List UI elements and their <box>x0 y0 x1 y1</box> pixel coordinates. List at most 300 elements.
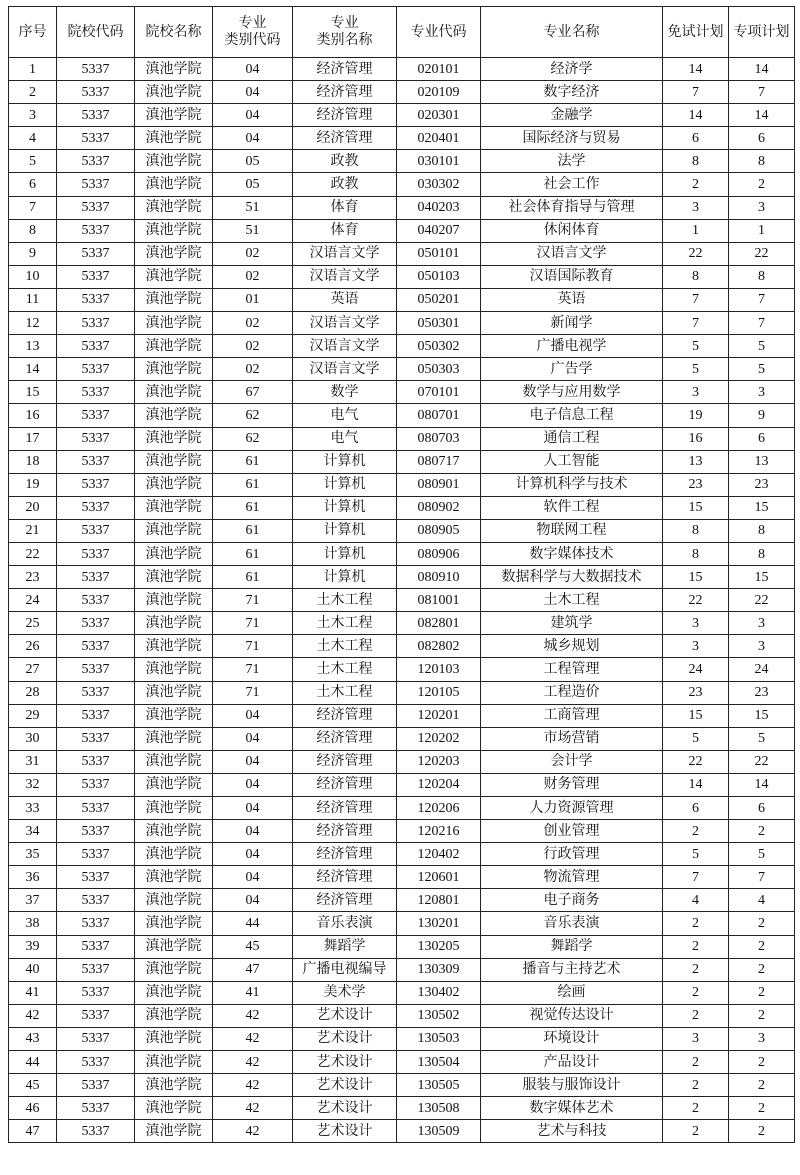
cell-category-name: 经济管理 <box>293 797 397 820</box>
cell-category-code: 04 <box>213 81 293 104</box>
cell-category-name: 体育 <box>293 196 397 219</box>
cell-seq: 1 <box>9 58 57 81</box>
cell-school-code: 5337 <box>57 173 135 196</box>
cell-exempt-plan: 2 <box>663 173 729 196</box>
cell-major-name: 音乐表演 <box>481 912 663 935</box>
cell-major-code: 120216 <box>397 820 481 843</box>
cell-school-code: 5337 <box>57 820 135 843</box>
table-row <box>9 173 795 196</box>
cell-major-name: 计算机科学与技术 <box>481 473 663 496</box>
table-row <box>9 1051 795 1074</box>
cell-special-plan: 7 <box>729 866 795 889</box>
cell-category-code: 04 <box>213 820 293 843</box>
cell-category-code: 45 <box>213 935 293 958</box>
cell-category-name: 经济管理 <box>293 104 397 127</box>
cell-major-code: 080905 <box>397 519 481 542</box>
cell-seq: 31 <box>9 750 57 773</box>
cell-special-plan: 2 <box>729 173 795 196</box>
cell-school-name: 滇池学院 <box>135 935 213 958</box>
cell-school-code: 5337 <box>57 381 135 404</box>
cell-category-code: 51 <box>213 219 293 242</box>
table-row <box>9 889 795 912</box>
table-row <box>9 566 795 589</box>
cell-school-name: 滇池学院 <box>135 750 213 773</box>
table-row <box>9 427 795 450</box>
cell-major-name: 金融学 <box>481 104 663 127</box>
cell-category-code: 42 <box>213 1051 293 1074</box>
cell-category-code: 67 <box>213 381 293 404</box>
cell-major-code: 130509 <box>397 1120 481 1143</box>
cell-major-code: 130505 <box>397 1074 481 1097</box>
cell-category-name: 艺术设计 <box>293 1074 397 1097</box>
cell-major-code: 080910 <box>397 566 481 589</box>
cell-school-code: 5337 <box>57 127 135 150</box>
table-row <box>9 1097 795 1120</box>
cell-special-plan: 3 <box>729 635 795 658</box>
cell-special-plan: 14 <box>729 773 795 796</box>
table-row <box>9 242 795 265</box>
cell-category-code: 62 <box>213 404 293 427</box>
cell-major-name: 行政管理 <box>481 843 663 866</box>
cell-exempt-plan: 3 <box>663 1027 729 1050</box>
cell-major-name: 人力资源管理 <box>481 797 663 820</box>
cell-school-code: 5337 <box>57 912 135 935</box>
table-row <box>9 1120 795 1143</box>
cell-major-name: 社会体育指导与管理 <box>481 196 663 219</box>
cell-special-plan: 15 <box>729 496 795 519</box>
cell-category-name: 汉语言文学 <box>293 265 397 288</box>
cell-major-name: 绘画 <box>481 981 663 1004</box>
cell-major-code: 130502 <box>397 1004 481 1027</box>
cell-category-code: 02 <box>213 242 293 265</box>
cell-major-code: 130201 <box>397 912 481 935</box>
cell-exempt-plan: 16 <box>663 427 729 450</box>
cell-category-name: 艺术设计 <box>293 1027 397 1050</box>
cell-seq: 35 <box>9 843 57 866</box>
cell-category-code: 41 <box>213 981 293 1004</box>
cell-category-name: 计算机 <box>293 542 397 565</box>
cell-school-name: 滇池学院 <box>135 889 213 912</box>
cell-category-name: 经济管理 <box>293 773 397 796</box>
cell-category-name: 政教 <box>293 150 397 173</box>
cell-exempt-plan: 5 <box>663 727 729 750</box>
cell-school-code: 5337 <box>57 358 135 381</box>
cell-major-code: 130508 <box>397 1097 481 1120</box>
cell-category-code: 42 <box>213 1027 293 1050</box>
cell-exempt-plan: 8 <box>663 519 729 542</box>
cell-major-name: 建筑学 <box>481 612 663 635</box>
cell-major-code: 020301 <box>397 104 481 127</box>
cell-major-name: 视觉传达设计 <box>481 1004 663 1027</box>
cell-category-code: 04 <box>213 866 293 889</box>
cell-school-code: 5337 <box>57 104 135 127</box>
cell-category-name: 计算机 <box>293 473 397 496</box>
cell-major-code: 130504 <box>397 1051 481 1074</box>
cell-major-code: 082801 <box>397 612 481 635</box>
cell-special-plan: 4 <box>729 889 795 912</box>
cell-school-name: 滇池学院 <box>135 427 213 450</box>
cell-special-plan: 23 <box>729 681 795 704</box>
cell-school-name: 滇池学院 <box>135 381 213 404</box>
cell-category-name: 音乐表演 <box>293 912 397 935</box>
table-row <box>9 681 795 704</box>
cell-special-plan: 2 <box>729 981 795 1004</box>
cell-school-code: 5337 <box>57 1051 135 1074</box>
cell-special-plan: 2 <box>729 1120 795 1143</box>
table-row <box>9 358 795 381</box>
cell-school-name: 滇池学院 <box>135 912 213 935</box>
cell-school-name: 滇池学院 <box>135 196 213 219</box>
cell-special-plan: 8 <box>729 542 795 565</box>
cell-category-code: 04 <box>213 843 293 866</box>
cell-exempt-plan: 15 <box>663 704 729 727</box>
cell-major-code: 120601 <box>397 866 481 889</box>
header-category-code-line1: 专业 <box>238 15 267 31</box>
table-row <box>9 219 795 242</box>
cell-category-code: 47 <box>213 958 293 981</box>
cell-seq: 16 <box>9 404 57 427</box>
cell-major-name: 工程管理 <box>481 658 663 681</box>
cell-category-code: 02 <box>213 265 293 288</box>
cell-school-name: 滇池学院 <box>135 704 213 727</box>
cell-seq: 6 <box>9 173 57 196</box>
header-exempt-plan: 免试计划 <box>663 7 729 58</box>
cell-exempt-plan: 3 <box>663 381 729 404</box>
cell-major-name: 工程造价 <box>481 681 663 704</box>
cell-seq: 38 <box>9 912 57 935</box>
cell-category-code: 42 <box>213 1004 293 1027</box>
header-school-code: 院校代码 <box>57 7 135 58</box>
cell-category-name: 经济管理 <box>293 127 397 150</box>
cell-category-code: 51 <box>213 196 293 219</box>
cell-school-name: 滇池学院 <box>135 981 213 1004</box>
cell-seq: 8 <box>9 219 57 242</box>
table-row <box>9 635 795 658</box>
cell-category-code: 71 <box>213 612 293 635</box>
cell-school-name: 滇池学院 <box>135 797 213 820</box>
cell-major-name: 广告学 <box>481 358 663 381</box>
cell-exempt-plan: 7 <box>663 81 729 104</box>
cell-category-code: 42 <box>213 1120 293 1143</box>
cell-exempt-plan: 4 <box>663 889 729 912</box>
cell-category-name: 艺术设计 <box>293 1004 397 1027</box>
cell-exempt-plan: 8 <box>663 150 729 173</box>
table-row <box>9 704 795 727</box>
cell-major-code: 050303 <box>397 358 481 381</box>
cell-school-code: 5337 <box>57 704 135 727</box>
cell-category-code: 05 <box>213 150 293 173</box>
cell-exempt-plan: 15 <box>663 566 729 589</box>
cell-seq: 21 <box>9 519 57 542</box>
cell-major-name: 产品设计 <box>481 1051 663 1074</box>
table-row <box>9 1004 795 1027</box>
header-category-name <box>293 7 397 58</box>
cell-category-code: 01 <box>213 288 293 311</box>
cell-category-name: 经济管理 <box>293 81 397 104</box>
cell-major-name: 广播电视学 <box>481 335 663 358</box>
cell-school-name: 滇池学院 <box>135 242 213 265</box>
cell-school-code: 5337 <box>57 773 135 796</box>
cell-special-plan: 7 <box>729 81 795 104</box>
table-row <box>9 496 795 519</box>
cell-category-code: 71 <box>213 681 293 704</box>
cell-exempt-plan: 24 <box>663 658 729 681</box>
cell-school-code: 5337 <box>57 150 135 173</box>
cell-school-code: 5337 <box>57 242 135 265</box>
cell-school-name: 滇池学院 <box>135 404 213 427</box>
cell-category-name: 艺术设计 <box>293 1120 397 1143</box>
cell-category-code: 61 <box>213 519 293 542</box>
cell-exempt-plan: 2 <box>663 1004 729 1027</box>
table-row <box>9 912 795 935</box>
cell-seq: 36 <box>9 866 57 889</box>
cell-school-code: 5337 <box>57 427 135 450</box>
cell-category-code: 71 <box>213 658 293 681</box>
cell-seq: 19 <box>9 473 57 496</box>
cell-category-code: 71 <box>213 635 293 658</box>
cell-major-code: 120204 <box>397 773 481 796</box>
cell-major-code: 050302 <box>397 335 481 358</box>
cell-major-code: 020109 <box>397 81 481 104</box>
cell-seq: 37 <box>9 889 57 912</box>
cell-category-name: 土木工程 <box>293 681 397 704</box>
cell-school-code: 5337 <box>57 312 135 335</box>
cell-category-name: 美术学 <box>293 981 397 1004</box>
cell-school-code: 5337 <box>57 196 135 219</box>
cell-special-plan: 2 <box>729 958 795 981</box>
header-category-name-line2: 类别名称 <box>316 32 373 48</box>
cell-seq: 9 <box>9 242 57 265</box>
cell-major-code: 050301 <box>397 312 481 335</box>
cell-major-code: 080906 <box>397 542 481 565</box>
table-row <box>9 843 795 866</box>
cell-major-code: 130205 <box>397 935 481 958</box>
cell-major-code: 120201 <box>397 704 481 727</box>
cell-special-plan: 5 <box>729 843 795 866</box>
cell-exempt-plan: 7 <box>663 288 729 311</box>
cell-category-name: 艺术设计 <box>293 1097 397 1120</box>
cell-seq: 7 <box>9 196 57 219</box>
cell-category-code: 61 <box>213 566 293 589</box>
cell-special-plan: 2 <box>729 1097 795 1120</box>
cell-major-name: 休闲体育 <box>481 219 663 242</box>
table-row <box>9 150 795 173</box>
cell-major-name: 市场营销 <box>481 727 663 750</box>
cell-school-name: 滇池学院 <box>135 104 213 127</box>
cell-exempt-plan: 22 <box>663 589 729 612</box>
cell-school-name: 滇池学院 <box>135 1074 213 1097</box>
cell-major-name: 工商管理 <box>481 704 663 727</box>
cell-major-code: 050101 <box>397 242 481 265</box>
cell-school-name: 滇池学院 <box>135 820 213 843</box>
cell-exempt-plan: 2 <box>663 981 729 1004</box>
plan-table-container <box>8 6 794 1143</box>
cell-special-plan: 14 <box>729 58 795 81</box>
cell-school-name: 滇池学院 <box>135 358 213 381</box>
cell-exempt-plan: 5 <box>663 843 729 866</box>
cell-special-plan: 5 <box>729 358 795 381</box>
table-row <box>9 750 795 773</box>
cell-category-name: 汉语言文学 <box>293 335 397 358</box>
cell-exempt-plan: 8 <box>663 265 729 288</box>
cell-school-name: 滇池学院 <box>135 335 213 358</box>
cell-category-name: 经济管理 <box>293 58 397 81</box>
cell-school-code: 5337 <box>57 1074 135 1097</box>
cell-seq: 11 <box>9 288 57 311</box>
cell-special-plan: 6 <box>729 427 795 450</box>
cell-special-plan: 2 <box>729 820 795 843</box>
cell-school-code: 5337 <box>57 335 135 358</box>
cell-major-code: 120202 <box>397 727 481 750</box>
header-major-name: 专业名称 <box>481 7 663 58</box>
cell-school-code: 5337 <box>57 958 135 981</box>
cell-category-name: 电气 <box>293 427 397 450</box>
cell-exempt-plan: 3 <box>663 635 729 658</box>
cell-major-name: 数字经济 <box>481 81 663 104</box>
cell-category-name: 经济管理 <box>293 843 397 866</box>
cell-major-name: 经济学 <box>481 58 663 81</box>
cell-special-plan: 8 <box>729 265 795 288</box>
cell-school-name: 滇池学院 <box>135 58 213 81</box>
cell-seq: 44 <box>9 1051 57 1074</box>
cell-seq: 47 <box>9 1120 57 1143</box>
cell-exempt-plan: 5 <box>663 358 729 381</box>
cell-exempt-plan: 8 <box>663 542 729 565</box>
cell-category-code: 04 <box>213 104 293 127</box>
cell-category-code: 04 <box>213 889 293 912</box>
admission-plan-table <box>8 6 795 1143</box>
header-category-code <box>213 7 293 58</box>
cell-school-name: 滇池学院 <box>135 612 213 635</box>
cell-category-name: 艺术设计 <box>293 1051 397 1074</box>
cell-category-code: 62 <box>213 427 293 450</box>
cell-category-name: 电气 <box>293 404 397 427</box>
cell-seq: 42 <box>9 1004 57 1027</box>
table-row <box>9 589 795 612</box>
cell-special-plan: 3 <box>729 612 795 635</box>
cell-school-code: 5337 <box>57 58 135 81</box>
cell-exempt-plan: 3 <box>663 196 729 219</box>
cell-seq: 14 <box>9 358 57 381</box>
cell-school-code: 5337 <box>57 612 135 635</box>
table-row <box>9 981 795 1004</box>
cell-school-code: 5337 <box>57 566 135 589</box>
cell-school-code: 5337 <box>57 797 135 820</box>
cell-special-plan: 8 <box>729 150 795 173</box>
cell-special-plan: 14 <box>729 104 795 127</box>
cell-exempt-plan: 6 <box>663 127 729 150</box>
cell-major-name: 艺术与科技 <box>481 1120 663 1143</box>
table-row <box>9 958 795 981</box>
cell-school-code: 5337 <box>57 843 135 866</box>
cell-major-code: 070101 <box>397 381 481 404</box>
cell-seq: 27 <box>9 658 57 681</box>
cell-category-code: 61 <box>213 542 293 565</box>
cell-major-code: 082802 <box>397 635 481 658</box>
cell-major-code: 130503 <box>397 1027 481 1050</box>
cell-special-plan: 3 <box>729 1027 795 1050</box>
table-row <box>9 312 795 335</box>
cell-special-plan: 24 <box>729 658 795 681</box>
cell-school-name: 滇池学院 <box>135 1120 213 1143</box>
cell-special-plan: 2 <box>729 912 795 935</box>
cell-major-code: 130309 <box>397 958 481 981</box>
cell-school-code: 5337 <box>57 1120 135 1143</box>
table-row <box>9 196 795 219</box>
cell-exempt-plan: 2 <box>663 1120 729 1143</box>
cell-seq: 4 <box>9 127 57 150</box>
cell-school-code: 5337 <box>57 519 135 542</box>
cell-school-code: 5337 <box>57 727 135 750</box>
cell-major-code: 050201 <box>397 288 481 311</box>
cell-school-name: 滇池学院 <box>135 1051 213 1074</box>
cell-exempt-plan: 14 <box>663 104 729 127</box>
table-row <box>9 773 795 796</box>
cell-category-name: 经济管理 <box>293 889 397 912</box>
cell-seq: 34 <box>9 820 57 843</box>
cell-category-name: 经济管理 <box>293 866 397 889</box>
cell-special-plan: 7 <box>729 312 795 335</box>
cell-major-name: 新闻学 <box>481 312 663 335</box>
cell-school-code: 5337 <box>57 265 135 288</box>
table-row <box>9 658 795 681</box>
table-row <box>9 797 795 820</box>
cell-category-code: 04 <box>213 58 293 81</box>
cell-major-code: 020101 <box>397 58 481 81</box>
cell-major-name: 人工智能 <box>481 450 663 473</box>
cell-school-code: 5337 <box>57 866 135 889</box>
cell-major-name: 软件工程 <box>481 496 663 519</box>
cell-exempt-plan: 2 <box>663 1097 729 1120</box>
cell-special-plan: 8 <box>729 519 795 542</box>
cell-exempt-plan: 1 <box>663 219 729 242</box>
cell-category-code: 04 <box>213 797 293 820</box>
cell-major-code: 120103 <box>397 658 481 681</box>
cell-major-name: 城乡规划 <box>481 635 663 658</box>
cell-school-name: 滇池学院 <box>135 843 213 866</box>
cell-major-name: 土木工程 <box>481 589 663 612</box>
cell-seq: 32 <box>9 773 57 796</box>
cell-exempt-plan: 13 <box>663 450 729 473</box>
table-row <box>9 104 795 127</box>
cell-seq: 13 <box>9 335 57 358</box>
cell-category-code: 02 <box>213 335 293 358</box>
cell-seq: 41 <box>9 981 57 1004</box>
cell-category-name: 舞蹈学 <box>293 935 397 958</box>
cell-school-code: 5337 <box>57 404 135 427</box>
cell-category-code: 71 <box>213 589 293 612</box>
table-row <box>9 612 795 635</box>
cell-seq: 24 <box>9 589 57 612</box>
cell-category-name: 计算机 <box>293 496 397 519</box>
cell-school-code: 5337 <box>57 496 135 519</box>
table-row <box>9 127 795 150</box>
cell-seq: 33 <box>9 797 57 820</box>
cell-major-code: 040207 <box>397 219 481 242</box>
cell-school-code: 5337 <box>57 589 135 612</box>
cell-seq: 43 <box>9 1027 57 1050</box>
cell-exempt-plan: 2 <box>663 1051 729 1074</box>
cell-seq: 30 <box>9 727 57 750</box>
cell-special-plan: 1 <box>729 219 795 242</box>
table-row <box>9 866 795 889</box>
cell-seq: 46 <box>9 1097 57 1120</box>
cell-seq: 15 <box>9 381 57 404</box>
cell-school-name: 滇池学院 <box>135 589 213 612</box>
cell-school-code: 5337 <box>57 935 135 958</box>
cell-major-code: 081001 <box>397 589 481 612</box>
header-school-name: 院校名称 <box>135 7 213 58</box>
